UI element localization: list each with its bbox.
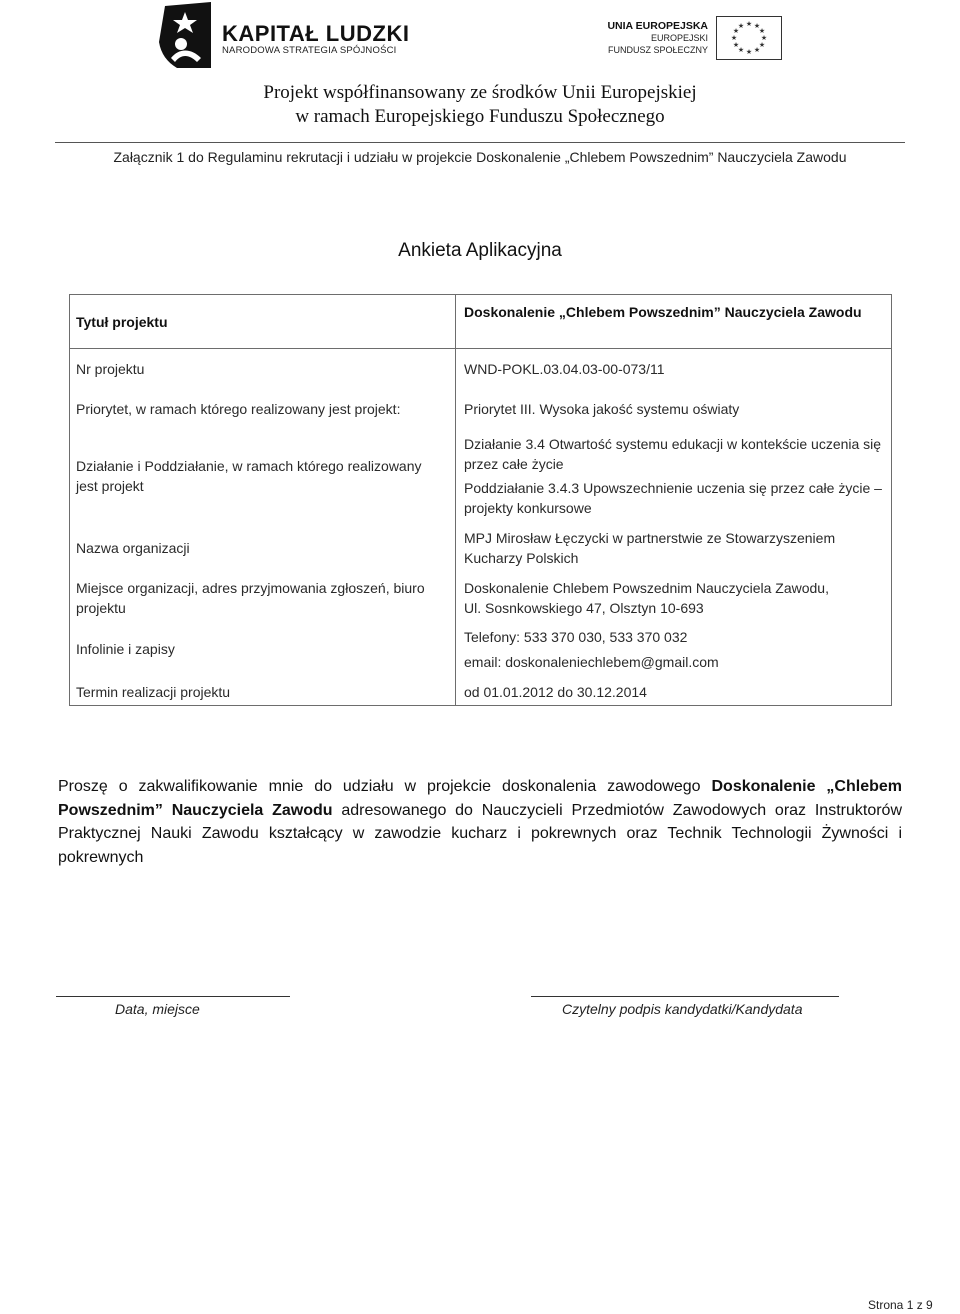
document-title: Ankieta Aplikacyjna [398, 240, 562, 261]
row-label-hotline: Infolinie i zapisy [76, 641, 175, 657]
signature-line [531, 996, 839, 997]
row-value-submeasure: Poddziałanie 3.4.3 Upowszechnienie uczenia się przez całe życie – projekty konkursowe [464, 480, 882, 516]
svg-text:★: ★ [732, 27, 740, 35]
svg-text:★: ★ [745, 20, 753, 28]
page-number: Strona 1 z 9 [868, 1298, 933, 1312]
svg-text:★: ★ [745, 48, 753, 56]
eu-logo-text [560, 20, 708, 56]
row-label-term: Termin realizacji projektu [76, 684, 231, 700]
eu-line-3: FUNDUSZ SPOŁECZNY [607, 45, 708, 55]
eu-line-1: UNIA EUROPEJSKA [607, 20, 708, 32]
request-project-name: Doskonalenie „Chlebem Powszednim” Nauczyciela Zawodu [58, 778, 903, 819]
row-label-priority: Priorytet, w ramach którego realizowany jest projekt: [76, 401, 401, 417]
svg-text:★: ★ [737, 22, 745, 30]
row-value-location: Doskonalenie Chlebem Powszednim Nauczyciela Zawodu, [464, 580, 829, 596]
svg-text:★: ★ [730, 34, 738, 42]
row-value-email: email: doskonaleniechlebem@gmail.com [464, 654, 719, 670]
row-label-location: Miejsce organizacji, adres przyjmowania zgłoszeń, biuro projektu [76, 580, 425, 616]
row-label-organization: Nazwa organizacji [76, 540, 190, 556]
row-value-project-title: Doskonalenie „Chlebem Powszednim” Nauczyciela Zawodu [464, 304, 862, 320]
row-label-project-title: Tytuł projektu [76, 314, 168, 330]
row-label-project-number: Nr projektu [76, 361, 145, 377]
signature-label: Czytelny podpis kandydatki/Kandydata [562, 1001, 803, 1017]
table-column-divider [455, 295, 456, 705]
request-intro: Proszę o zakwalifikowanie mnie do udziału w projekcie doskonalenia zawodowego [58, 778, 701, 795]
svg-text:★: ★ [732, 41, 740, 49]
request-paragraph [58, 775, 902, 869]
row-value-organization: MPJ Mirosław Łęczycki w partnerstwie ze Stowarzyszeniem Kucharzy Polskich [464, 530, 836, 566]
row-value-priority: Priorytet III. Wysoka jakość systemu oświaty [464, 401, 740, 417]
row-value-project-number: WND-POKL.03.04.03-00-073/11 [464, 361, 665, 377]
svg-text:★: ★ [753, 22, 761, 30]
svg-text:★: ★ [753, 46, 761, 54]
request-rest: adresowanego do Nauczycieli Przedmiotów Zawodowych oraz Instruktorów Praktycznej Nauki Zawodu kształcący w zawodzie kucharz i pokrewnych oraz Technik Technologii Żywności i pokrewnych [58, 801, 902, 866]
cofinance-line-1: Projekt współfinansowany ze środków Unii Europejskiej [263, 82, 697, 103]
kapital-ludzki-title: KAPITAŁ LUDZKI [222, 21, 410, 46]
eu-flag-icon [716, 16, 782, 60]
row-value-phones: Telefony: 533 370 030, 533 370 032 [464, 629, 688, 645]
row-value-measure: Działanie 3.4 Otwartość systemu edukacji w kontekście uczenia się przez całe życie [464, 436, 882, 472]
cofinance-line-2: w ramach Europejskiego Funduszu Społecznego [295, 106, 665, 127]
header-divider [55, 142, 905, 143]
row-label-measure: Działanie i Poddziałanie, w ramach którego realizowany jest projekt [76, 458, 422, 494]
svg-text:★: ★ [760, 34, 768, 42]
table-row-divider [70, 348, 891, 349]
svg-text:★: ★ [758, 41, 766, 49]
date-place-label: Data, miejsce [115, 1001, 200, 1017]
row-value-term: od 01.01.2012 do 30.12.2014 [464, 684, 647, 700]
svg-text:★: ★ [758, 27, 766, 35]
attachment-title: Załącznik 1 do Regulaminu rekrutacji i udziału w projekcie Doskonalenie „Chlebem Powszednim” Nauczyciela Zawodu [113, 149, 847, 165]
date-place-line [56, 996, 290, 997]
eu-line-2: EUROPEJSKI [650, 33, 708, 43]
row-value-address: Ul. Sosnkowskiego 47, Olsztyn 10-693 [464, 600, 704, 616]
kapital-ludzki-logo-icon [157, 2, 211, 68]
svg-text:★: ★ [737, 46, 745, 54]
kapital-ludzki-subtitle: NARODOWA STRATEGIA SPÓJNOŚCI [222, 45, 397, 56]
